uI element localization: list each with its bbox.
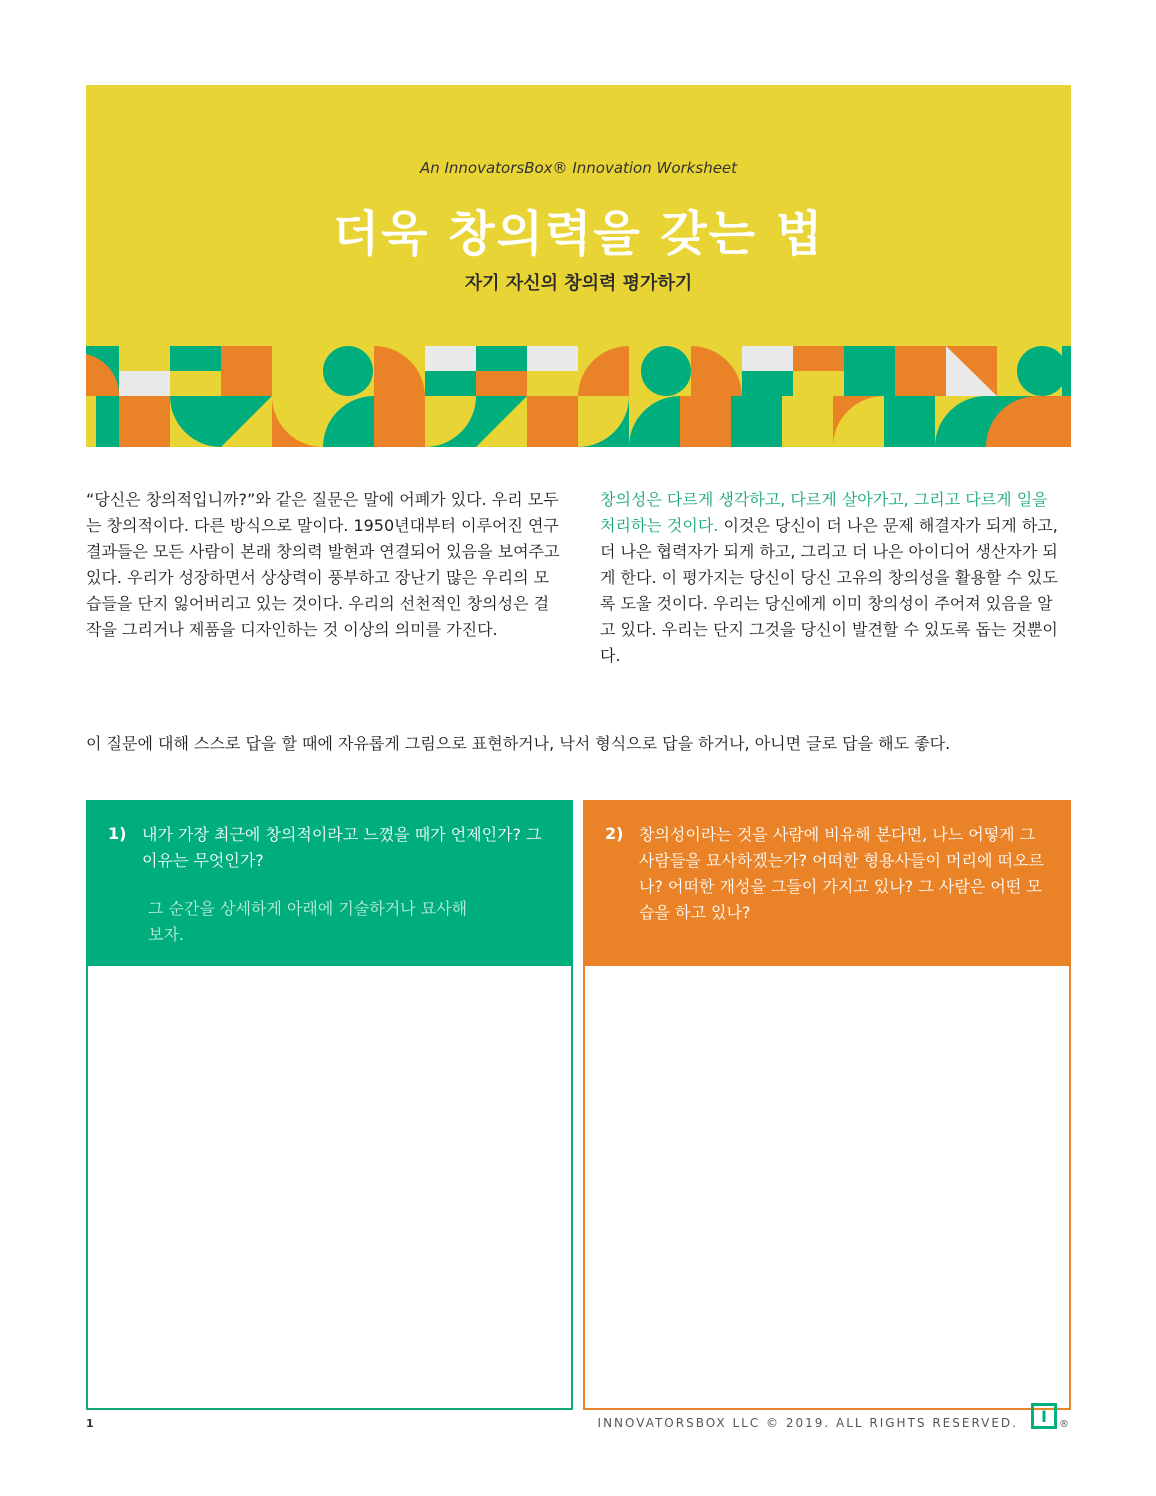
- logo-underline: [1031, 1426, 1057, 1429]
- question-2-box: [583, 800, 1071, 1410]
- question-1-hint: 그 순간을 상세하게 아래에 기술하거나 묘사해 보자.: [148, 899, 468, 944]
- logo-letter: I: [1041, 1407, 1047, 1426]
- question-1-header: [86, 800, 573, 966]
- question-1-box: [86, 800, 573, 1410]
- header-banner: [86, 85, 1071, 346]
- intro-left-paragraph: “당신은 창의적입니까?”와 같은 질문은 말에 어폐가 있다. 우리 모두는 창의적이다. 다른 방식으로 말이다. 1950년대부터 이루어진 연구 결과들은 모든 사람이 본래 창의력 발현과 연결되어 있음을 보여주고 있다. 우리가 성장하면서 상상력이 풍부하고 장난기 많은 우리의 모습들을 단지 잃어버리고 있는 것이다. 우리의 선천적인 창의성은 걸작을 그리거나 제품을 디자인하는 것 이상의 의미를 가진다.: [86, 490, 560, 639]
- page-title: 더욱 창의력을 갖는 법: [332, 206, 825, 262]
- question-1-text: 내가 가장 최근에 창의적이라고 느꼈을 때가 언제인가? 그 이유는 무엇인가?: [142, 825, 542, 870]
- intro-highlight: 창의성은 다르게 생각하고, 다르게 살아가고, 그리고 다르게 일을 처리하는 것이다.: [600, 490, 1048, 535]
- worksheet-kicker: An InnovatorsBox® Innovation Worksheet: [419, 159, 738, 177]
- intro-right-paragraph: [600, 487, 1060, 669]
- question-1-number: 1): [108, 824, 127, 843]
- question-2-header: [583, 800, 1071, 966]
- copyright-text: INNOVATORSBOX LLC © 2019. ALL RIGHTS RESERVED.: [597, 1416, 1018, 1430]
- intro-right-text: 이것은 당신이 더 나은 문제 해결자가 되게 하고, 더 나은 협력자가 되게 하고, 그리고 더 나은 아이디어 생산자가 되게 한다. 이 평가지는 당신이 당신 고유의 창의성을 활용할 수 있도록 도울 것이다. 우리는 당신에게 이미 창의성이 주어져 있음을 알고 있다. 우리는 단지 그것을 당신이 발견할 수 있도록 돕는 것뿐이다.: [600, 516, 1058, 665]
- page-subtitle: 자기 자신의 창의력 평가하기: [464, 273, 693, 294]
- registered-mark: ®: [1059, 1419, 1069, 1430]
- instruction-note: 이 질문에 대해 스스로 답을 할 때에 자유롭게 그림으로 표현하거나, 낙서 형식으로 답을 하거나, 아니면 글로 답을 해도 좋다.: [86, 734, 951, 753]
- decorative-pattern: [86, 346, 1071, 447]
- page-number: 1: [86, 1417, 94, 1430]
- question-2-number: 2): [605, 824, 624, 843]
- question-2-text: 창의성이라는 것을 사람에 비유해 본다면, 나느 어떻게 그 사람들을 묘사하겠는가? 어떠한 형용사들이 머리에 떠오르나? 어떠한 개성을 그들이 가지고 있나? 그 사람은 어떤 모습을 하고 있나?: [639, 825, 1044, 922]
